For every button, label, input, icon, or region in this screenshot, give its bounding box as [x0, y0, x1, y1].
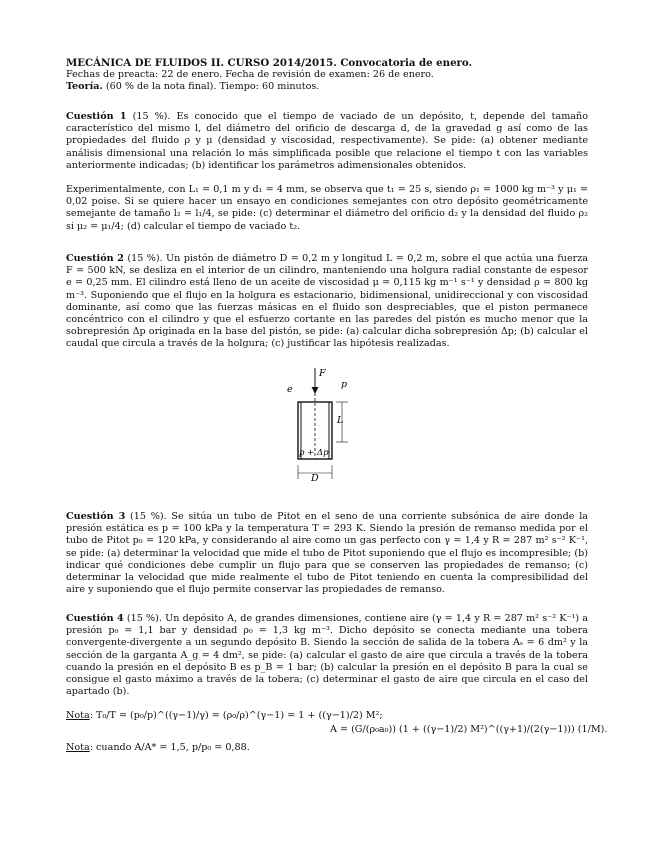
q2-label: Cuestión 2 — [66, 253, 124, 264]
theory-line — [66, 81, 588, 93]
exam-header — [66, 57, 588, 94]
label-D: D — [311, 473, 319, 484]
q1-paragraph-2: Experimentalmente, con L₁ = 0,1 m y d₁ = 4 mm, se observa que t₁ = 25 s, siendo ρ₁ = 1000 kg m⁻³ y μ₁ = 0,02 poise. Si se quiere hacer un ensayo en condiciones semejantes con otro depósito geométricamente semejante de tamaño l₂ = l₁/4, se pide: (c) determinar el diámetro del orificio d₂ y la densidad del fluido ρ₂ si μ₂ = μ₁/4; (d) calcular el tiempo de vaciado t₂. — [66, 184, 588, 232]
note-2-text: cuando A/A* = 1,5, p/p₀ = 0,88. — [96, 742, 250, 753]
question-1 — [66, 111, 588, 172]
q1-text-1: (15 %). Es conocido que el tiempo de vaciado de un depósito, t, depende del tamaño característico del mismo l, del diámetro del orificio de descarga d, de la gravedad g así como de las propiedades del fluido ρ y μ (densidad y viscosidad, respectivamente). Se pide: (a) obtener mediante análisis dimensional una relación lo más simplificada posible que relacione el tiempo t con las variables anteriormente indicadas; (b) identificar los parámetros adimensionales obtenidos. — [66, 111, 588, 171]
note-2: Nota: cuando A/A* = 1,5, p/p₀ = 0,88. — [66, 742, 250, 753]
theory-label: Teoría. — [66, 81, 103, 93]
question-2 — [66, 253, 588, 351]
q1-paragraph-1 — [66, 111, 588, 172]
q3-label: Cuestión 3 — [66, 511, 126, 522]
q4-label: Cuestión 4 — [66, 613, 124, 624]
force-arrow-head — [312, 387, 319, 394]
question-3 — [66, 511, 588, 596]
theory-text: (60 % de la nota final). Tiempo: 60 minutos. — [105, 81, 320, 93]
note-eq-2: A = (G/(ρ₀a₀)) (1 + ((γ−1)/2) M²)^((γ+1)/(2(γ−1))) (1/M). — [330, 724, 608, 735]
label-p: p — [341, 379, 348, 390]
q3-text: (15 %). Se sitúa un tubo de Pitot en el seno de una corriente subsónica de aire donde la presión estática es p = 100 kPa y la temperatura T = 293 K. Siendo la presión de remanso medida por el tubo de Pitot p₀ = 120 kPa, y considerando al aire como un gas perfecto con γ = 1,4 y R = 287 m² s⁻² K⁻¹, se pide: (a) determinar la velocidad que mide el tubo de Pitot suponiendo que el flujo es incompresible; (b) indicar qué condiciones debe cumplir un flujo para que se conserven las propiedades de remanso; (c) determinar la velocidad que mide realmente el tubo de Pitot teniendo en cuenta la compresibilidad del aire y suponiendo que el flujo permite conservar las propiedades de remanso. — [66, 511, 588, 596]
piston-figure — [270, 365, 380, 485]
q2-text: (15 %). Un pistón de diámetro D = 0,2 m y longitud L = 0,2 m, sobre el que actúa una fuerza F = 500 kN, se desliza en el interior de un cilindro, manteniendo una holgura radial constante de espesor e = 0,25 mm. El cilindro está lleno de un aceite de viscosidad μ = 0,115 kg m⁻¹ s⁻¹ y densidad ρ = 800 kg m⁻³. Suponiendo que el flujo en la holgura es estacionario, bidimensional, unidireccional y con viscosidad dominante, así como que las fuerzas másicas en el fluido son despreciables, que el piston permanece concéntrico con el cilindro y que el esfuerzo cortante en las paredes del pistón es mucho menor que la sobrepresión Δp originada en la base del pistón, se pide: (a) calcular dicha sobrepresión Δp; (b) calcular el caudal que circula a través de la holgura; (c) justificar las hipótesis realizadas. — [66, 253, 588, 350]
note-1-label: Nota — [66, 710, 90, 721]
label-L: L — [337, 415, 344, 426]
note-2-label: Nota — [66, 742, 90, 753]
note-eq-1: T₀/T = (p₀/p)^((γ−1)/γ) = (ρ₀/ρ)^(γ−1) = 1 + ((γ−1)/2) M²; — [96, 710, 383, 721]
label-p-plus-dp: p + Δp — [299, 448, 329, 458]
exam-title: MECÁNICA DE FLUIDOS II. CURSO 2014/2015. Convocatoria de enero. — [66, 57, 473, 69]
label-e: e — [287, 384, 293, 395]
note-1: Nota: T₀/T = (p₀/p)^((γ−1)/γ) = (ρ₀/ρ)^(γ−1) = 1 + ((γ−1)/2) M²; — [66, 710, 383, 721]
question-4 — [66, 613, 588, 698]
label-F: F — [319, 368, 326, 379]
exam-dates: Fechas de preacta: 22 de enero. Fecha de revisión de examen: 26 de enero. — [66, 69, 434, 81]
q1-label: Cuestión 1 — [66, 111, 127, 122]
q4-text: (15 %). Un depósito A, de grandes dimensiones, contiene aire (γ = 1,4 y R = 287 m² s⁻² K⁻¹) a presión p₀ = 1,1 bar y densidad ρ₀ = 1,3 kg m⁻³. Dicho depósito se conecta mediante una tobera convergente-divergente a un segundo depósito B. Siendo la sección de salida de la tobera Aₛ = 6 dm² y la sección de la garganta A_g = 4 dm², se pide: (a) calcular el gasto de aire que circula a través de la tobera cuando la presión en el depósito B es p_B = 1 bar; (b) calcular la presión en el depósito B para la cual se consigue el gasto máximo a través de la tobera; (c) determinar el gasto de aire que circula en el caso del apartado (b). — [66, 613, 588, 698]
